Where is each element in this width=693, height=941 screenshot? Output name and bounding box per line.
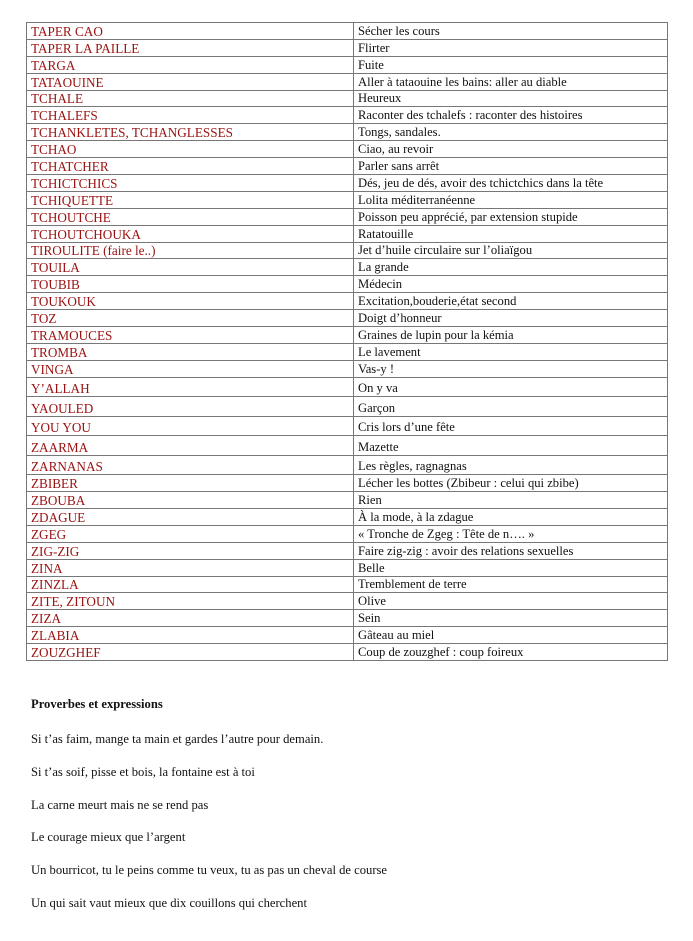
glossary-definition: « Tronche de Zgeg : Tête de n…. » [354,525,668,542]
glossary-term: TATAOUINE [27,73,354,90]
glossary-term: TOUILA [27,259,354,276]
glossary-definition: Le lavement [354,343,668,360]
glossary-term: ZBOUBA [27,492,354,509]
glossary-definition: À la mode, à la zdague [354,508,668,525]
glossary-term: ZIZA [27,610,354,627]
glossary-definition: Lolita méditerranéenne [354,191,668,208]
table-row [27,436,668,456]
table-row [27,39,668,56]
glossary-term: TOUBIB [27,276,354,293]
table-row [27,158,668,175]
glossary-term: Y’ALLAH [27,377,354,397]
glossary-term: ZAARMA [27,436,354,456]
glossary-definition: Les règles, ragnagnas [354,455,668,475]
glossary-definition: Cris lors d’une fête [354,416,668,436]
table-row [27,627,668,644]
table-row [27,397,668,417]
proverb-item: Le courage mieux que l’argent [31,830,186,845]
glossary-definition: Médecin [354,276,668,293]
glossary-definition: Heureux [354,90,668,107]
glossary-body [27,23,668,661]
table-row [27,360,668,377]
table-row [27,576,668,593]
table-row [27,107,668,124]
proverbs-list [31,732,387,929]
glossary-definition: Rien [354,492,668,509]
glossary-definition: Tremblement de terre [354,576,668,593]
table-row [27,124,668,141]
glossary-term: ZINZLA [27,576,354,593]
table-row [27,191,668,208]
glossary-definition: Sécher les cours [354,23,668,40]
glossary-term: ZBIBER [27,475,354,492]
glossary-table [26,22,668,661]
table-row [27,525,668,542]
glossary-term: TCHANKLETES, TCHANGLESSES [27,124,354,141]
section-title: Proverbes et expressions [31,697,163,711]
table-row [27,141,668,158]
table-row [27,377,668,397]
glossary-term: ZINA [27,559,354,576]
glossary-definition: Garçon [354,397,668,417]
proverb-item: Un qui sait vaut mieux que dix couillons qui cherchent [31,895,307,910]
glossary-term: VINGA [27,360,354,377]
glossary-term: ZARNANAS [27,455,354,475]
glossary-term: YOU YOU [27,416,354,436]
table-row [27,327,668,344]
table-row [27,542,668,559]
table-row [27,593,668,610]
glossary-term: TCHALEFS [27,107,354,124]
table-row [27,225,668,242]
glossary-term: TOUKOUK [27,293,354,310]
glossary-definition: Excitation,bouderie,état second [354,293,668,310]
table-row [27,475,668,492]
table-row [27,276,668,293]
glossary-definition: Dés, jeu de dés, avoir des tchictchics dans la tête [354,175,668,192]
table-row [27,90,668,107]
glossary-term: TIROULITE (faire le..) [27,242,354,259]
glossary-term: TCHATCHER [27,158,354,175]
glossary-term: TCHOUTCHOUKA [27,225,354,242]
glossary-definition: Lécher les bottes (Zbibeur : celui qui zbibe) [354,475,668,492]
table-row [27,508,668,525]
glossary-definition: Poisson peu apprécié, par extension stupide [354,208,668,225]
glossary-definition: Parler sans arrêt [354,158,668,175]
table-row [27,23,668,40]
table-row [27,610,668,627]
table-row [27,455,668,475]
glossary-term: TCHIQUETTE [27,191,354,208]
proverb-item: La carne meurt mais ne se rend pas [31,797,209,812]
glossary-definition: On y va [354,377,668,397]
glossary-term: ZGEG [27,525,354,542]
glossary-definition: Tongs, sandales. [354,124,668,141]
glossary-definition: Aller à tataouine les bains: aller au diable [354,73,668,90]
glossary-term: ZDAGUE [27,508,354,525]
glossary-definition: Sein [354,610,668,627]
proverb-item: Un bourricot, tu le peins comme tu veux, tu as pas un cheval de course [31,863,388,878]
glossary-term: TAPER CAO [27,23,354,40]
glossary-definition: Belle [354,559,668,576]
glossary-term: TCHAO [27,141,354,158]
glossary-definition: Jet d’huile circulaire sur l’oliaïgou [354,242,668,259]
table-row [27,208,668,225]
table-row [27,56,668,73]
table-row [27,73,668,90]
glossary-term: TRAMOUCES [27,327,354,344]
proverb-item: Si t’as soif, pisse et bois, la fontaine est à toi [31,764,255,779]
glossary-term: TROMBA [27,343,354,360]
glossary-definition: La grande [354,259,668,276]
glossary-term: TCHICTCHICS [27,175,354,192]
glossary-term: ZLABIA [27,627,354,644]
glossary-definition: Coup de zouzghef : coup foireux [354,644,668,661]
table-row [27,293,668,310]
glossary-definition: Ratatouille [354,225,668,242]
glossary-definition: Faire zig-zig : avoir des relations sexuelles [354,542,668,559]
glossary-term: TCHOUTCHE [27,208,354,225]
glossary-term: TARGA [27,56,354,73]
table-row [27,343,668,360]
table-row [27,259,668,276]
glossary-term: ZIG-ZIG [27,542,354,559]
glossary-definition: Raconter des tchalefs : raconter des histoires [354,107,668,124]
table-row [27,416,668,436]
glossary-definition: Ciao, au revoir [354,141,668,158]
glossary-definition: Flirter [354,39,668,56]
glossary-definition: Olive [354,593,668,610]
proverb-item: Si t’as faim, mange ta main et gardes l’autre pour demain. [31,732,324,746]
table-row [27,644,668,661]
glossary-definition: Fuite [354,56,668,73]
table-row [27,559,668,576]
glossary-term: TOZ [27,310,354,327]
glossary-definition: Gâteau au miel [354,627,668,644]
glossary-definition: Mazette [354,436,668,456]
glossary-term: TCHALE [27,90,354,107]
table-row [27,175,668,192]
glossary-term: ZOUZGHEF [27,644,354,661]
glossary-term: YAOULED [27,397,354,417]
table-row [27,242,668,259]
glossary-definition: Graines de lupin pour la kémia [354,327,668,344]
glossary-definition: Vas-y ! [354,360,668,377]
glossary-definition: Doigt d’honneur [354,310,668,327]
table-row [27,492,668,509]
table-row [27,310,668,327]
glossary-term: ZITE, ZITOUN [27,593,354,610]
glossary-term: TAPER LA PAILLE [27,39,354,56]
